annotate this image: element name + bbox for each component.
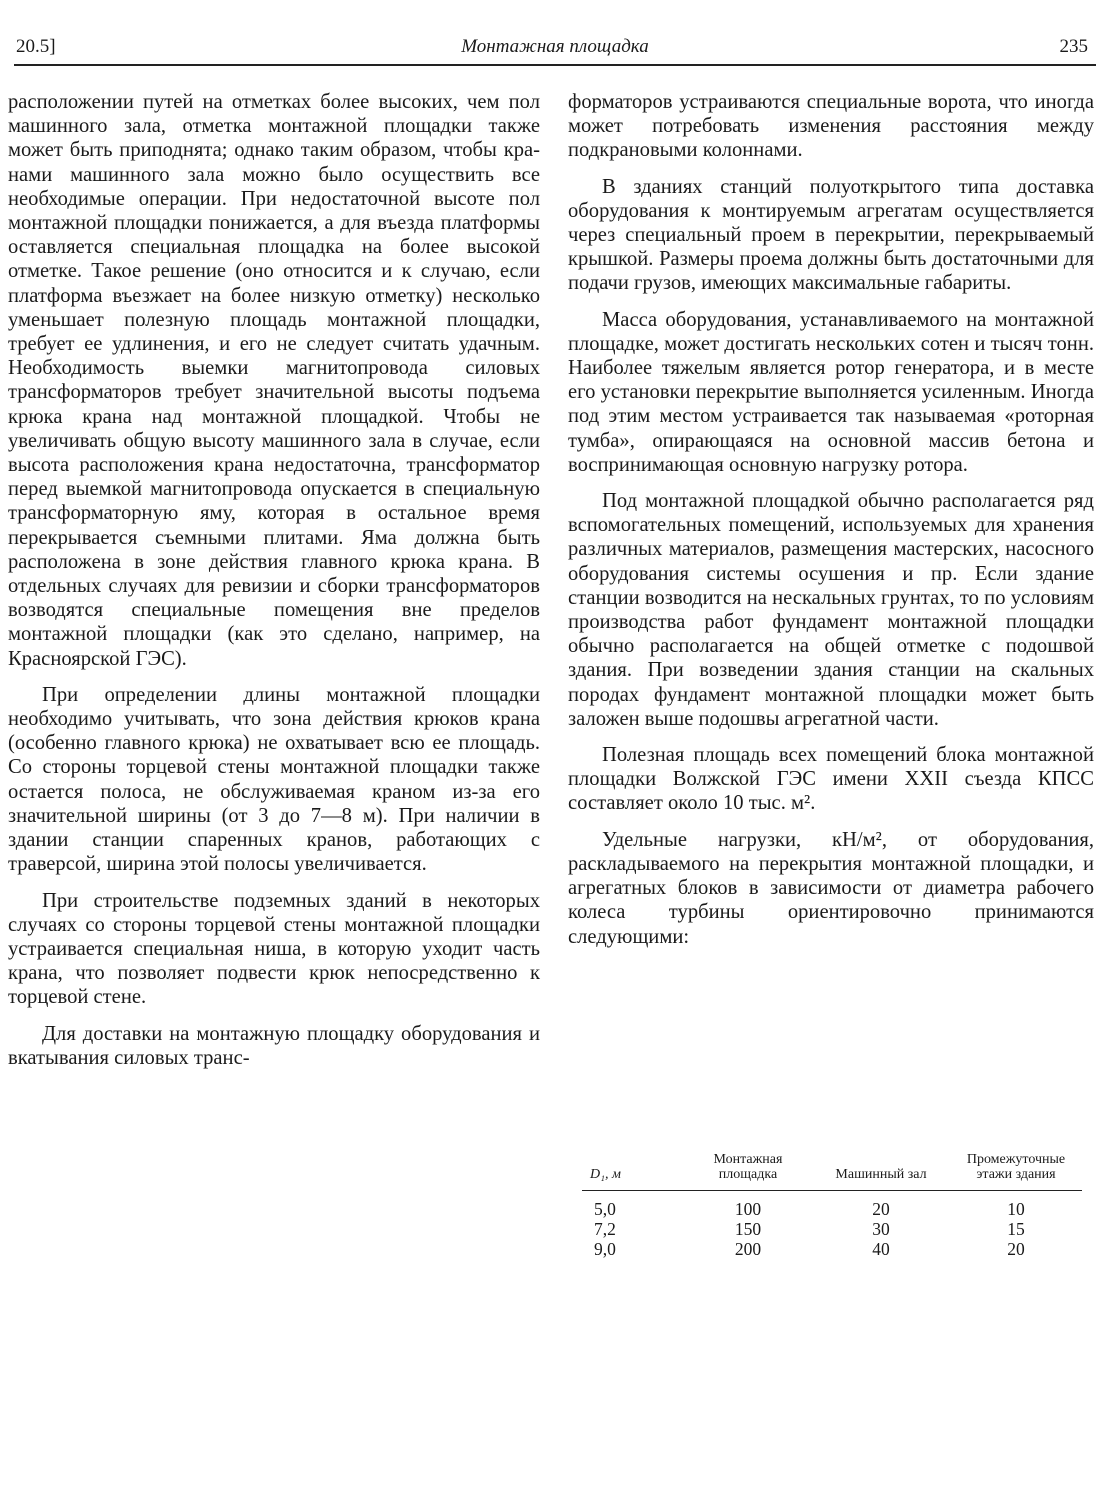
- table-cell: 100: [734, 1199, 762, 1219]
- section-number: 20.5]: [16, 36, 56, 57]
- running-header: [14, 30, 1096, 66]
- table-cell: 5,0: [594, 1199, 616, 1219]
- column-header-machine-hall: Машинный зал: [812, 1152, 950, 1191]
- table-row: [582, 1239, 1082, 1259]
- column-header-assembly-area: Монтажная площадка: [684, 1152, 812, 1191]
- table-cell: 7,2: [594, 1219, 616, 1239]
- load-table: [582, 1152, 1082, 1259]
- table-cell: 150: [734, 1219, 762, 1239]
- table-cell: 30: [872, 1219, 890, 1239]
- table-cell: 40: [872, 1239, 890, 1259]
- paragraph: При строительстве подземных зданий в некоторых случаях со стороны торцевой стены монтажной площадки устраивается специальная ниша, в которую уходит часть крана, что позволяет подвести крюк непосредственно к торцевой стене.: [8, 889, 540, 1009]
- table-row: [582, 1219, 1082, 1239]
- table-cell: 10: [1007, 1199, 1025, 1219]
- left-column: [8, 90, 540, 1070]
- paragraph: В зданиях станций полуоткрытого типа доставка оборудования к монтируемым агрегатам осуществляется через специальный проем в перекрытии, перекрываемый крышкой. Размеры проема должны быть достаточными для подачи грузов, имеющих максимальные габариты.: [568, 175, 1094, 295]
- table-cell: 9,0: [594, 1239, 616, 1259]
- running-title: Монтажная площадка: [461, 36, 649, 57]
- paragraph: Удельные нагрузки, кН/м², от оборудования, раскладываемого на перекрытия монтажной площадки, и агрегатных блоков в зависимости от диаметра рабочего колеса турбины ориентировочно принимаются следующими:: [568, 828, 1094, 948]
- paragraph: форматоров устраиваются специальные ворота, что иногда может потребовать изменения расстояния между подкрановыми колоннами.: [568, 91, 1094, 162]
- page-number: 235: [1059, 36, 1088, 57]
- table-cell: 20: [1007, 1239, 1025, 1259]
- table-cell: 200: [734, 1239, 762, 1259]
- paragraph: Под монтажной площадкой обычно располагается ряд вспомогательных помещений, используемых для хранения различных материалов, размещения мастерских, насосного оборудования системы осушения и пр. Если здание станции возводится на нескальных грунтах, то по условиям производства работ фундамент монтажной площадки обычно располагается на общей отметке с подошвой здания. При возведении здания станции на скальных породах фундамент монтажной площадки может быть заложен выше подошвы агрегатной части.: [568, 490, 1094, 730]
- paragraph: Полезная площадь всех помещений блока монтажной площадки Волжской ГЭС имени XXII съезда КПСС составляет около 10 тыс. м².: [568, 744, 1094, 815]
- table-cell: 20: [872, 1199, 890, 1219]
- paragraph: При определении длины монтажной площадки необходимо учитывать, что зона действия крюков крана (особенно главного крюка) не охватывает всю ее площадь. Со стороны торцевой стены монтажной площадки также остается полоса, не обслуживаемая краном из-за его значительной ширины (от 3 до 7—8 м). При наличии в здании станции спаренных кранов, работающих с траверсой, ширина этой полосы увеличивается.: [8, 683, 540, 876]
- right-column: [568, 90, 1094, 949]
- table-row: [582, 1191, 1082, 1220]
- table-header-row: [582, 1152, 1082, 1191]
- column-header-intermediate-floors: Промежуточные этажи здания: [950, 1152, 1082, 1191]
- paragraph: расположении путей на отметках более высоких, чем пол машинного зала, отметка монтажной площадки также может быть приподнята; однако таким образом, чтобы кранами машинного зала можно было осуществить все необходимые операции. При недостаточной высоте пол монтажной площадки понижается, а для въезда платформы оставляется специальная площадка на более высокой отметке. Такое решение (оно относится и к случаю, если платформа въезжает на более низкую отметку) несколько уменьшает полезную площадь монтажной площадки, требует ее удлинения, и его не следует считать удачным. Необходимость выемки магнитопровода силовых трансформаторов требует значительной высоты подъема крюка крана над монтажной площадкой. Чтобы не увеличивать общую высоту машинного зала в случае, если высота расположения крана недостаточна, трансформатор перед выемкой магнитопровода опускается в специальную трансформаторную яму, которая в остальное время перекрывается съемными плитами. Яма должна быть расположена в зоне действия главного крюка крана. В отдельных случаях для ревизии и сборки трансформаторов возводятся специальные помещения вне пределов монтажной площадки (как это сделано, например, на Красноярской ГЭС).: [8, 91, 540, 670]
- column-header-diameter: D₁, м: [582, 1152, 684, 1191]
- table-cell: 15: [1007, 1219, 1025, 1239]
- paragraph: Масса оборудования, устанавливаемого на монтажной площадке, может достигать нескольких сотен и тысяч тонн. Наиболее тяжелым является ротор генератора, и в месте его установки перекрытие выполняется усиленным. Иногда под этим местом устраивается так называемая «роторная тумба», опирающаяся на основной массив бетона и воспринимающая основную нагрузку ротора.: [568, 308, 1094, 476]
- paragraph: Для доставки на монтажную площадку оборудования и вкатывания силовых транс-: [8, 1022, 540, 1069]
